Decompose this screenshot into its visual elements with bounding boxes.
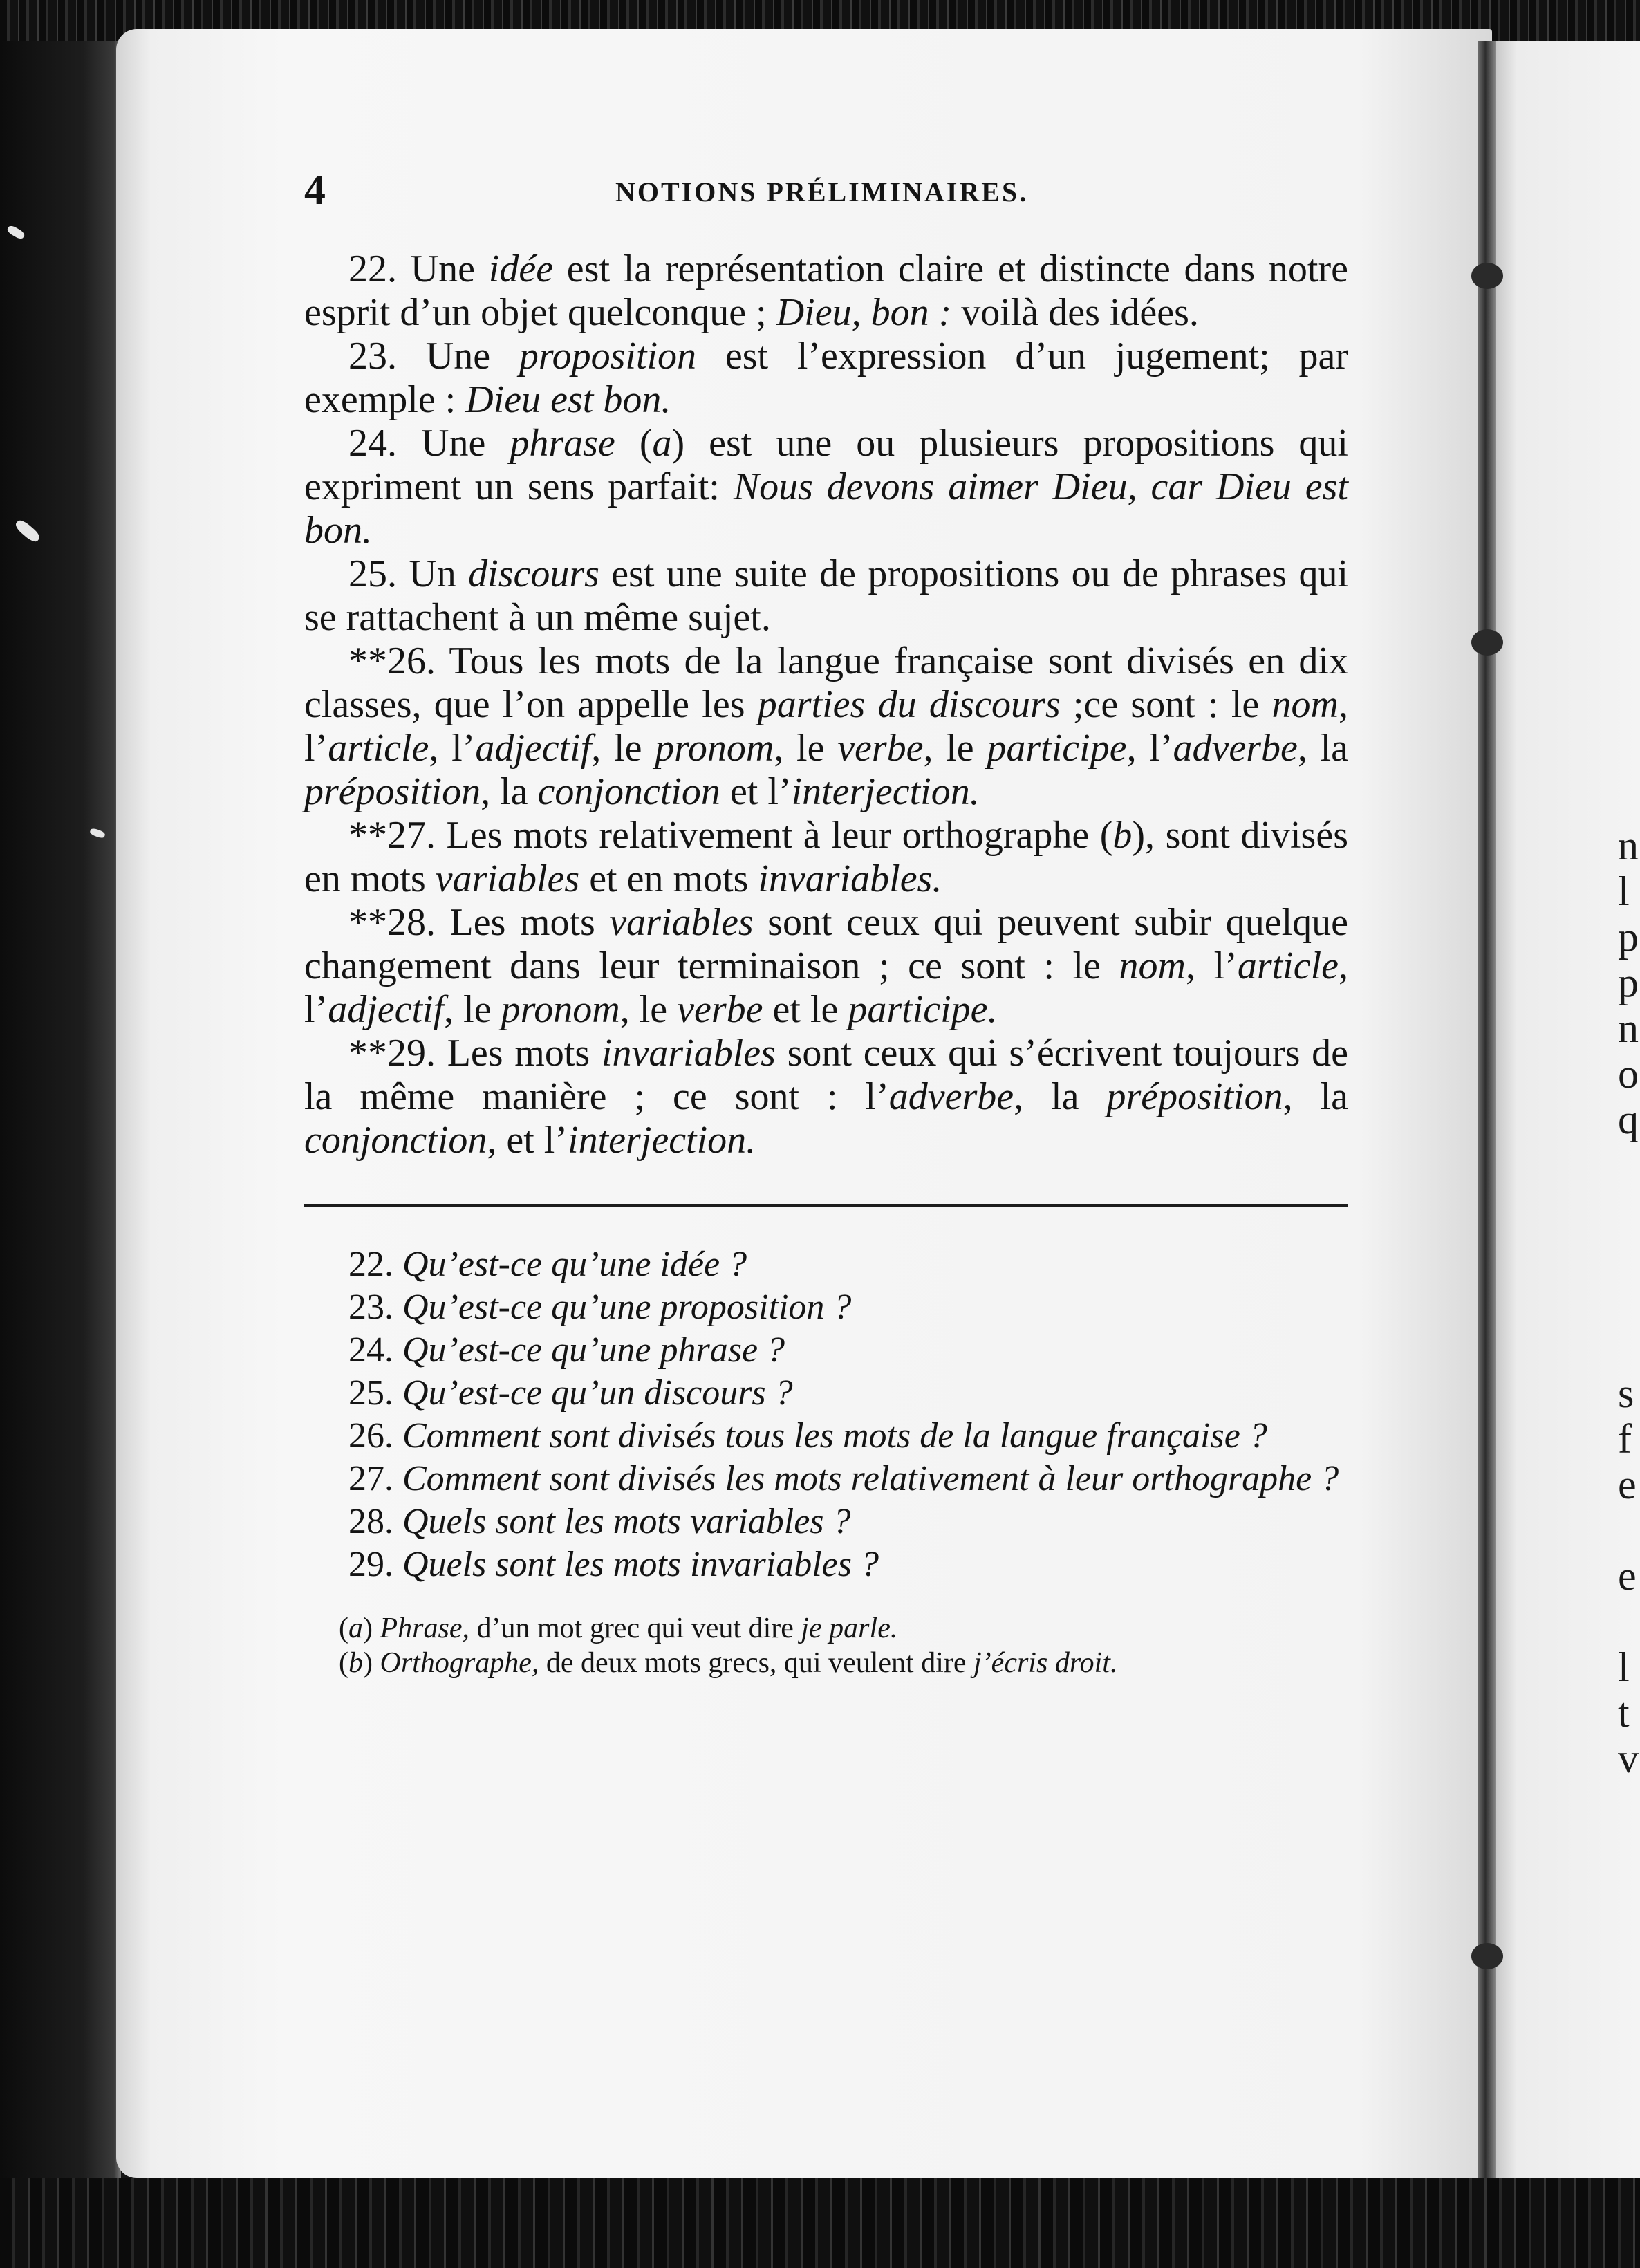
question-number: 22. — [348, 1245, 402, 1284]
text-run: , la — [1014, 1075, 1107, 1118]
text-run: voilà des idées. — [951, 291, 1199, 334]
italic-run: conjonction — [304, 1119, 487, 1162]
text-run: ( — [615, 422, 653, 465]
italic-run: variables — [609, 901, 754, 944]
italic-run: b — [348, 1647, 363, 1679]
italic-run: Orthographe, — [380, 1647, 539, 1679]
footnote — [304, 1646, 1348, 1680]
question-text: Qu’est-ce qu’un discours ? — [402, 1373, 793, 1413]
text-run: Tous les mots de la langue française sont divisés en dix classes, que l’on appelle les — [304, 640, 1348, 726]
facing-letter: o — [1618, 1051, 1639, 1097]
text-run: est l’expression d’un jugement; par exemple : — [304, 335, 1349, 421]
text-run: Une — [397, 422, 510, 465]
facing-letter — [1618, 1507, 1640, 1553]
text-run: ) — [363, 1647, 380, 1679]
italic-run: pronom — [655, 727, 774, 770]
text-run: , l’ — [1126, 727, 1173, 770]
text-run: , la — [1283, 1075, 1348, 1118]
paragraph — [304, 1032, 1348, 1162]
italic-run: adverbe — [1173, 727, 1298, 770]
text-run: , la — [1297, 727, 1349, 770]
italic-run: article — [1237, 945, 1339, 987]
page-content — [304, 158, 1348, 1680]
text-run: et le — [763, 988, 848, 1031]
text-run: Un — [397, 552, 469, 595]
italic-run: Dieu, bon : — [776, 291, 952, 334]
italic-run: invariables. — [758, 857, 942, 900]
text-run: ) — [363, 1612, 380, 1644]
facing-letter: q — [1618, 1097, 1639, 1142]
question-number: 23. — [348, 1288, 402, 1327]
paragraph — [304, 901, 1348, 1032]
question-text: Quels sont les mots invariables ? — [402, 1545, 879, 1584]
text-run: Les mots relativement à leur orthographe ( — [436, 814, 1113, 857]
text-run: sont ceux qui peuvent subir quelque changement dans leur terminaison ; ce sont : le — [304, 901, 1348, 987]
paragraph — [304, 422, 1348, 552]
page-binding — [1478, 41, 1496, 2178]
text-run: , le — [774, 727, 838, 770]
text-run: ) est une ou plusieurs propositions qui expriment un sens parfait: — [304, 422, 1348, 508]
text-run: ;ce sont : le — [1060, 683, 1272, 726]
text-run: , le — [444, 988, 501, 1031]
facing-letter: l — [1618, 868, 1630, 914]
italic-run: b — [1112, 814, 1133, 857]
question-number: 24. — [348, 1330, 402, 1370]
text-run: , l’ — [304, 683, 1348, 770]
paragraph-number: **26. — [348, 640, 436, 682]
facing-letter: e — [1618, 1553, 1637, 1599]
text-run: et l’ — [720, 770, 792, 813]
italic-run: je parle. — [801, 1612, 898, 1644]
italic-run: parties du discours — [757, 683, 1061, 726]
italic-run: verbe — [677, 988, 763, 1031]
italic-run: variables — [435, 857, 580, 900]
text-run: , le — [923, 727, 987, 770]
paragraph-number: **28. — [348, 901, 436, 944]
text-run: de deux mots grecs, qui veulent dire — [539, 1647, 974, 1679]
text-run: , la — [481, 770, 538, 813]
footnotes — [304, 1611, 1348, 1680]
italic-run: adverbe — [888, 1075, 1014, 1118]
text-run: sont ceux qui s’écrivent toujours de la même manière ; ce sont : l’ — [304, 1032, 1349, 1118]
italic-run: Dieu est bon. — [465, 378, 671, 421]
section-divider — [304, 1204, 1348, 1207]
text-run: , le — [591, 727, 655, 770]
facing-letter: v — [1618, 1736, 1639, 1781]
question-item — [304, 1243, 1348, 1286]
question-number: 29. — [348, 1545, 402, 1584]
italic-run: adjectif — [328, 988, 445, 1031]
italic-run: j’écris droit. — [973, 1647, 1118, 1679]
paragraph — [304, 552, 1348, 640]
italic-run: discours — [468, 552, 599, 595]
italic-run: participe. — [848, 988, 998, 1031]
facing-letter: s — [1618, 1370, 1634, 1416]
text-run: , et l’ — [487, 1119, 568, 1162]
text-run: ( — [339, 1612, 348, 1644]
facing-page-fragments — [1618, 823, 1640, 1781]
italic-run: préposition — [1106, 1075, 1283, 1118]
text-run: ( — [339, 1647, 348, 1679]
running-head: NOTIONS PRÉLIMINAIRES. — [615, 176, 1029, 207]
italic-run: Nous devons aimer Dieu, car Dieu est bon. — [304, 465, 1348, 552]
binding-stitch — [1471, 1943, 1503, 1969]
facing-letter: n — [1618, 1005, 1639, 1051]
italic-run: proposition — [519, 335, 697, 378]
italic-run: conjonction — [537, 770, 720, 813]
scan-left-edge — [0, 0, 121, 2268]
facing-letter: p — [1618, 914, 1639, 960]
question-item — [304, 1286, 1348, 1329]
footnote — [304, 1611, 1348, 1646]
italic-run: Phrase, — [380, 1612, 469, 1644]
facing-letter — [1618, 1599, 1640, 1644]
italic-run: adjectif — [475, 727, 592, 770]
facing-letter — [1618, 1325, 1640, 1370]
italic-run: phrase — [510, 422, 615, 465]
paragraph-number: 22. — [348, 248, 397, 290]
facing-letter: l — [1618, 1644, 1630, 1690]
paragraph-number: 23. — [348, 335, 397, 378]
paragraph-number: **29. — [348, 1032, 436, 1075]
page-header — [304, 158, 1348, 241]
italic-run: verbe — [837, 727, 924, 770]
facing-letter — [1618, 1234, 1640, 1279]
facing-letter: t — [1618, 1690, 1630, 1736]
text-run: , le — [619, 988, 678, 1031]
facing-letter: n — [1618, 823, 1639, 868]
facing-letter: f — [1618, 1416, 1632, 1462]
text-run: et en mots — [579, 857, 758, 900]
italic-run: a — [348, 1612, 363, 1644]
question-item — [304, 1372, 1348, 1415]
question-text: Qu’est-ce qu’une phrase ? — [402, 1330, 785, 1370]
facing-letter — [1618, 1279, 1640, 1325]
italic-run: a — [652, 422, 672, 465]
text-run: d’un mot grec qui veut dire — [469, 1612, 801, 1644]
italic-run: nom — [1119, 945, 1186, 987]
paragraph-number: 25. — [348, 552, 397, 595]
question-number: 26. — [348, 1416, 402, 1456]
question-item — [304, 1543, 1348, 1586]
question-item — [304, 1458, 1348, 1500]
paragraph — [304, 640, 1348, 814]
text-run: Une — [397, 335, 519, 378]
question-number: 28. — [348, 1502, 402, 1541]
text-run: est la représentation claire et distincte dans notre esprit d’un objet quelconque ; — [304, 248, 1348, 334]
italic-run: invariables — [601, 1032, 776, 1075]
question-text: Comment sont divisés tous les mots de la langue française ? — [402, 1416, 1267, 1456]
italic-run: article — [328, 727, 429, 770]
text-run: Les mots — [436, 1032, 602, 1075]
question-text: Qu’est-ce qu’une idée ? — [402, 1245, 747, 1284]
facing-letter — [1618, 1188, 1640, 1234]
question-item — [304, 1329, 1348, 1372]
paragraph — [304, 335, 1348, 422]
question-text: Comment sont divisés les mots relativement à leur orthographe ? — [402, 1459, 1339, 1498]
question-number: 25. — [348, 1373, 402, 1413]
scan-bottom-border — [0, 2178, 1640, 2268]
italic-run: préposition — [304, 770, 481, 813]
question-item — [304, 1500, 1348, 1543]
italic-run: interjection. — [568, 1119, 756, 1162]
italic-run: interjection. — [791, 770, 980, 813]
text-run: , l’ — [304, 945, 1348, 1031]
body-text — [304, 248, 1348, 1162]
question-list — [304, 1243, 1348, 1586]
paragraph-number: **27. — [348, 814, 436, 857]
text-run: est une suite de propositions ou de phrases qui se rattachent à un même sujet. — [304, 552, 1348, 639]
text-run: ), sont divisés en mots — [304, 814, 1349, 900]
text-run: , l’ — [1186, 945, 1238, 987]
facing-letter: e — [1618, 1462, 1637, 1507]
italic-run: idée — [488, 248, 554, 290]
italic-run: pronom — [501, 988, 620, 1031]
italic-run: participe — [987, 727, 1127, 770]
page-number: 4 — [304, 167, 326, 214]
facing-letter — [1618, 1142, 1640, 1188]
paragraph — [304, 248, 1348, 335]
binding-stitch — [1471, 263, 1503, 289]
question-number: 27. — [348, 1459, 402, 1498]
paragraph — [304, 814, 1348, 901]
facing-letter: p — [1618, 960, 1639, 1005]
binding-stitch — [1471, 629, 1503, 656]
question-text: Qu’est-ce qu’une proposition ? — [402, 1288, 852, 1327]
question-text: Quels sont les mots variables ? — [402, 1502, 851, 1541]
text-run: Les mots — [436, 901, 610, 944]
text-run: Une — [397, 248, 489, 290]
text-run: , l’ — [429, 727, 476, 770]
question-item — [304, 1415, 1348, 1458]
paragraph-number: 24. — [348, 422, 397, 465]
italic-run: nom — [1271, 683, 1339, 726]
